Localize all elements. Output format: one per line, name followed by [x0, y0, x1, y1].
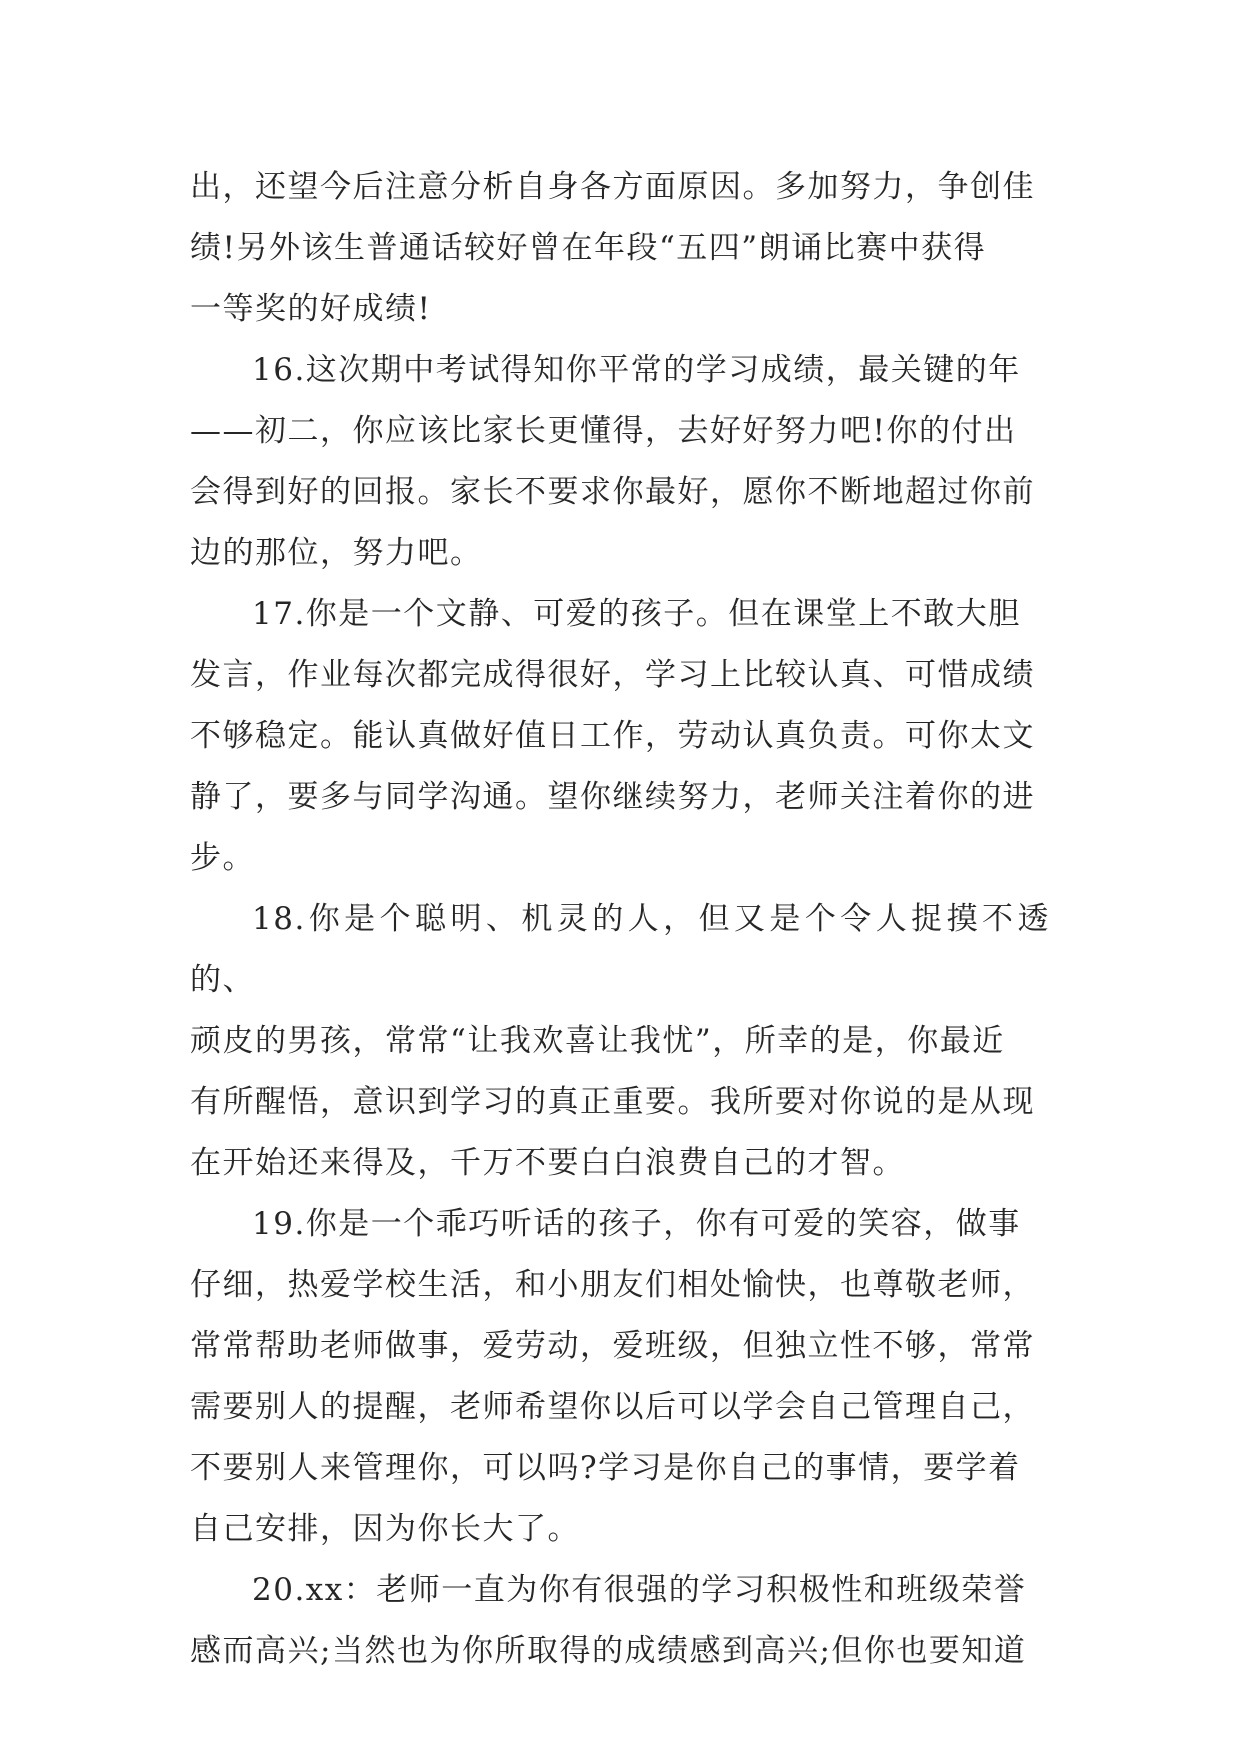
paragraph-comment-19: [190, 1194, 1050, 1560]
text-line: 常常帮助老师做事，爱劳动，爱班级，但独立性不够，常常: [190, 1328, 1035, 1364]
text-line: 自己安排，因为你长大了。: [190, 1511, 580, 1547]
text-line: 步。: [190, 840, 255, 876]
text-line: 一等奖的好成绩!: [190, 291, 432, 327]
text-line: 20.xx：老师一直为你有很强的学习积极性和班级荣誉: [252, 1572, 1027, 1608]
text-line: ——初二，你应该比家长更懂得，去好好努力吧!你的付出: [190, 413, 1017, 449]
paragraph-continuation: [190, 157, 1050, 340]
text-line: 仔细，热爱学校生活，和小朋友们相处愉快，也尊敬老师，: [190, 1267, 1035, 1303]
text-line: 出，还望今后注意分析自身各方面原因。多加努力，争创佳: [190, 169, 1035, 205]
text-line: 发言，作业每次都完成得很好，学习上比较认真、可惜成绩: [190, 657, 1035, 693]
text-line: 绩!另外该生普通话较好曾在年段“五四”朗诵比赛中获得: [190, 230, 987, 266]
text-line: 需要别人的提醒，老师希望你以后可以学会自己管理自己，: [190, 1389, 1035, 1425]
text-line: 在开始还来得及，千万不要白白浪费自己的才智。: [190, 1145, 905, 1181]
text-line: 不要别人来管理你，可以吗?学习是你自己的事情，要学着: [190, 1450, 1021, 1486]
text-line: 有所醒悟，意识到学习的真正重要。我所要对你说的是从现: [190, 1084, 1035, 1120]
text-line: 边的那位，努力吧。: [190, 535, 483, 571]
paragraph-comment-20: [190, 1560, 1050, 1682]
text-line: 会得到好的回报。家长不要求你最好，愿你不断地超过你前: [190, 474, 1035, 510]
text-line: 16.这次期中考试得知你平常的学习成绩，最关键的年: [252, 352, 1021, 388]
paragraph-comment-18: [190, 889, 1050, 1194]
text-line: 感而高兴;当然也为你所取得的成绩感到高兴;但你也要知道: [190, 1633, 1027, 1669]
document-body: [190, 157, 1050, 1682]
paragraph-comment-17: [190, 584, 1050, 889]
text-line: 不够稳定。能认真做好值日工作，劳动认真负责。可你太文: [190, 718, 1035, 754]
text-line: 顽皮的男孩，常常“让我欢喜让我忧”，所幸的是，你最近: [190, 1023, 1005, 1059]
text-line: 静了，要多与同学沟通。望你继续努力，老师关注着你的进: [190, 779, 1035, 815]
paragraph-comment-16: [190, 340, 1050, 584]
text-line: 18.你是个聪明、机灵的人，但又是个令人捉摸不透的、: [190, 901, 1050, 998]
text-line: 17.你是一个文静、可爱的孩子。但在课堂上不敢大胆: [252, 596, 1021, 632]
text-line: 19.你是一个乖巧听话的孩子，你有可爱的笑容，做事: [252, 1206, 1021, 1242]
